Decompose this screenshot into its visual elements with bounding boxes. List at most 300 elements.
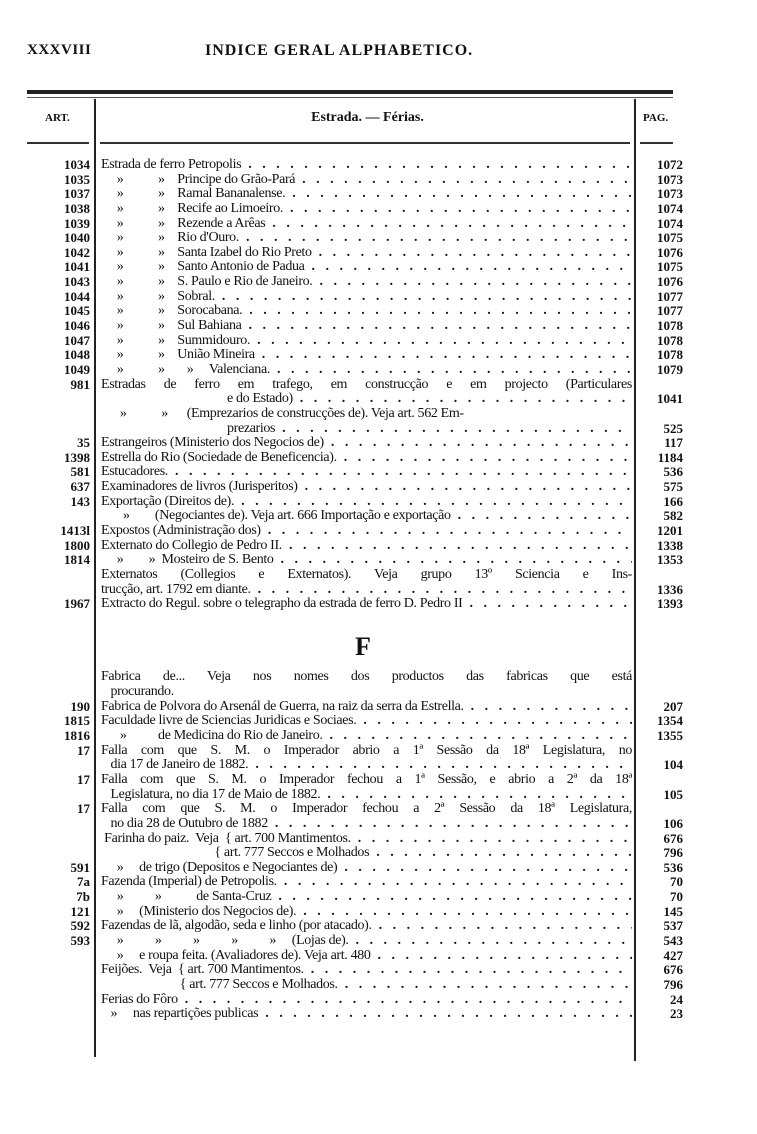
index-table xyxy=(0,158,757,1022)
index-row xyxy=(0,963,757,978)
entry-label: » (Negociantes de). Veja art. 666 Importação e exportação xyxy=(101,509,451,524)
page-number: 427 xyxy=(663,947,683,963)
entry-label: » » Santa Izabel do Rio Preto xyxy=(101,245,312,260)
entry-label: » (Ministerio dos Negocios de). xyxy=(101,904,297,919)
dot-leader xyxy=(349,934,632,949)
entry-label: » » de Santa-Cruz xyxy=(101,890,272,905)
entry-text xyxy=(101,978,632,993)
article-number: 17 xyxy=(77,771,90,787)
entry-text xyxy=(101,963,632,978)
dot-leader xyxy=(371,949,632,964)
entry-text xyxy=(101,714,632,729)
index-row xyxy=(0,919,757,934)
entry-text xyxy=(101,539,632,554)
article-number: 1800 xyxy=(64,537,90,553)
entry-text xyxy=(101,422,632,437)
article-number: 1034 xyxy=(64,157,90,172)
entry-label: » » » » » (Lojas de). xyxy=(101,933,349,948)
dot-leader xyxy=(451,509,632,524)
page-number: 106 xyxy=(663,815,683,831)
page-number: 796 xyxy=(663,976,683,992)
index-row xyxy=(0,290,757,305)
dot-leader xyxy=(234,495,632,510)
page-number: 1201 xyxy=(657,523,683,539)
entry-label: Legislatura, no dia 17 de Maio de 1882. xyxy=(101,787,321,802)
page-number: 1076 xyxy=(657,274,683,290)
entry-label: { art. 777 Seccos e Molhados. xyxy=(101,977,338,992)
entry-label: Feijões. Veja { art. 700 Mantimentos. xyxy=(101,963,304,978)
page-number: 1074 xyxy=(657,215,683,231)
entry-text xyxy=(101,832,632,847)
entry-text: Falla com que S. M. o Imperador fechou a 1ª Sessão, e abrio a 2ª da 18ª xyxy=(101,772,632,787)
entry-text xyxy=(101,583,632,598)
entry-text: Falla com que S. M. o Imperador abrio a 1ª Sessão da 18ª Legislatura, no xyxy=(101,743,632,758)
page-number: 70 xyxy=(670,889,683,905)
entry-text xyxy=(101,392,632,407)
article-number: 1039 xyxy=(64,215,90,231)
entry-text xyxy=(101,173,632,188)
index-row xyxy=(0,348,757,363)
entry-label: » » Summidouro. xyxy=(101,333,251,348)
entry-label: » » Principe do Grão-Pará xyxy=(101,172,296,187)
entry-text xyxy=(101,949,632,964)
article-number: 17 xyxy=(77,742,90,758)
page-number: 536 xyxy=(663,859,683,875)
article-number: 143 xyxy=(70,493,90,509)
index-row xyxy=(0,173,757,188)
article-number: 1814 xyxy=(64,552,90,568)
entry-text xyxy=(101,817,632,832)
section-heading: Estrada. — Férias. xyxy=(311,110,424,125)
page-number: 1077 xyxy=(657,288,683,304)
entry-text xyxy=(101,246,632,261)
page-number: 1041 xyxy=(657,391,683,407)
dot-leader xyxy=(295,173,632,188)
dot-leader xyxy=(298,480,632,495)
dot-leader xyxy=(178,993,632,1008)
entry-label: Externato do Collegio de Pedro II. xyxy=(101,538,282,553)
entry-label: » e roupa feita. (Avaliadores de). Veja art. 480 xyxy=(101,948,371,963)
entry-label: Estucadores. xyxy=(101,465,168,480)
entry-label: Exportação (Direitos de). xyxy=(101,494,235,509)
page-number: 104 xyxy=(663,757,683,773)
column-rule-text xyxy=(100,142,630,144)
page-number: 676 xyxy=(663,962,683,978)
entry-text xyxy=(101,363,632,378)
index-row xyxy=(0,846,757,861)
article-number: 591 xyxy=(70,859,90,875)
article-number: 1816 xyxy=(64,728,90,744)
article-number: 17 xyxy=(77,801,90,817)
entry-text xyxy=(101,290,632,305)
dot-leader xyxy=(271,890,632,905)
entry-text xyxy=(101,788,632,803)
dot-leader xyxy=(337,451,632,466)
entry-text xyxy=(101,260,632,275)
entry-text xyxy=(101,495,632,510)
entry-text xyxy=(101,905,632,920)
entry-label: prezarios xyxy=(101,421,276,436)
entry-label: » nas repartições publicas xyxy=(101,1007,259,1022)
entry-text xyxy=(101,729,632,744)
dot-leader xyxy=(312,246,632,261)
entry-label: Estrada de ferro Petropolis xyxy=(101,158,242,172)
page-number: 1355 xyxy=(657,728,683,744)
entry-text xyxy=(101,217,632,232)
entry-text xyxy=(101,348,632,363)
dot-leader xyxy=(304,963,632,978)
dot-leader xyxy=(463,597,633,612)
entry-label: » » Santo Antonio de Padua xyxy=(101,260,305,275)
page-number: 525 xyxy=(663,420,683,436)
index-row xyxy=(0,187,757,202)
index-row xyxy=(0,304,757,319)
entry-text xyxy=(101,1007,632,1022)
index-row xyxy=(0,422,757,437)
dot-leader xyxy=(258,1007,632,1022)
article-number: 981 xyxy=(70,376,90,392)
article-number: 1967 xyxy=(64,596,90,612)
index-row xyxy=(0,905,757,920)
page-number: 676 xyxy=(663,830,683,846)
page-number: 1078 xyxy=(657,318,683,334)
article-number: 1043 xyxy=(64,274,90,290)
entry-text xyxy=(101,509,632,524)
page-number: 1354 xyxy=(657,713,683,729)
entry-label: » » Sorocabana. xyxy=(101,304,243,319)
dot-leader xyxy=(337,861,632,876)
article-number: 1045 xyxy=(64,303,90,319)
article-number: 7b xyxy=(76,889,90,905)
entry-text xyxy=(101,465,632,480)
entry-label: » » Mosteiro de S. Bento xyxy=(101,553,274,568)
article-number: 593 xyxy=(70,932,90,948)
entry-text xyxy=(101,451,632,466)
entry-label: » » Sobral. xyxy=(101,289,215,304)
page-number: 1073 xyxy=(657,171,683,187)
entry-text xyxy=(101,934,632,949)
entry-label: » » » Valenciana. xyxy=(101,362,270,377)
page-number: 117 xyxy=(664,435,683,451)
article-number: 1048 xyxy=(64,347,90,363)
dot-leader xyxy=(293,392,632,407)
index-group-f xyxy=(0,670,757,1021)
entry-label: Estrangeiros (Ministerio dos Negocios de) xyxy=(101,436,324,451)
index-row xyxy=(0,861,757,876)
index-row xyxy=(0,451,757,466)
entry-label: trucção, art. 1792 em diante. xyxy=(101,582,251,597)
entry-label: e do Estado) xyxy=(101,392,293,407)
article-number: 637 xyxy=(70,479,90,495)
page-number: 1078 xyxy=(657,347,683,363)
page-number: 1393 xyxy=(657,596,683,612)
entry-label: » » Rio d'Ouro. xyxy=(101,231,239,246)
index-row xyxy=(0,1007,757,1022)
dot-leader xyxy=(241,158,632,173)
article-number: 1038 xyxy=(64,200,90,216)
index-row xyxy=(0,978,757,993)
page-number: 24 xyxy=(670,991,683,1007)
page-folio: XXXVIII xyxy=(27,42,92,58)
index-row xyxy=(0,744,757,759)
dot-leader xyxy=(323,729,632,744)
dot-leader xyxy=(305,260,632,275)
index-row xyxy=(0,202,757,217)
column-header-pag: PAG. xyxy=(643,112,669,124)
entry-text: procurando. xyxy=(101,685,174,700)
index-row xyxy=(0,436,757,451)
dot-leader xyxy=(372,919,632,934)
dot-leader xyxy=(242,319,633,334)
entry-text xyxy=(101,187,632,202)
dot-leader xyxy=(255,348,632,363)
dot-leader xyxy=(356,714,632,729)
entry-label: Expostos (Administração dos) xyxy=(101,524,261,539)
entry-label: Fazendas de lã, algodão, seda e linho (por atacado). xyxy=(101,919,372,934)
article-number: 1047 xyxy=(64,332,90,348)
entry-label: » » União Mineira xyxy=(101,348,255,363)
page-number: 1073 xyxy=(657,186,683,202)
index-row xyxy=(0,246,757,261)
article-number: 1044 xyxy=(64,288,90,304)
index-row xyxy=(0,363,757,378)
index-row xyxy=(0,729,757,744)
dot-leader xyxy=(265,217,632,232)
page-number: 1353 xyxy=(657,552,683,568)
article-number: 1042 xyxy=(64,244,90,260)
index-row xyxy=(0,539,757,554)
article-number: 7a xyxy=(77,874,90,890)
dot-leader xyxy=(215,290,632,305)
index-group-e xyxy=(0,158,757,612)
article-number: 1049 xyxy=(64,361,90,377)
index-row xyxy=(0,231,757,246)
page-number: 1184 xyxy=(657,449,683,465)
article-number: 121 xyxy=(70,903,90,919)
page-number: 575 xyxy=(663,479,683,495)
page-number: 1076 xyxy=(657,244,683,260)
column-header-art: ART. xyxy=(45,112,70,124)
article-number: 1815 xyxy=(64,713,90,729)
page-number: 582 xyxy=(663,508,683,524)
page-title: INDICE GERAL ALPHABETICO. xyxy=(205,42,474,59)
page-number: 145 xyxy=(663,903,683,919)
page-number: 166 xyxy=(663,493,683,509)
page-number: 1074 xyxy=(657,200,683,216)
entry-text xyxy=(101,202,632,217)
page-number: 543 xyxy=(663,932,683,948)
index-row xyxy=(0,890,757,905)
entry-label: Farinha do paiz. Veja { art. 700 Mantimentos. xyxy=(101,831,351,846)
entry-label: Examinadores de livros (Jurisperitos) xyxy=(101,480,298,495)
dot-leader xyxy=(268,817,632,832)
entry-text xyxy=(101,275,632,290)
dot-leader xyxy=(283,202,632,217)
entry-label: no dia 28 de Outubro de 1882 xyxy=(101,816,268,831)
entry-label: Ferias do Fôro xyxy=(101,992,178,1007)
page-number: 1338 xyxy=(657,537,683,553)
entry-label: dia 17 de Janeiro de 1882. xyxy=(101,758,249,773)
index-row xyxy=(0,407,757,422)
entry-text xyxy=(101,919,632,934)
index-row xyxy=(0,260,757,275)
index-row xyxy=(0,158,757,173)
page-number: 536 xyxy=(663,464,683,480)
dot-leader xyxy=(250,334,632,349)
index-row xyxy=(0,597,757,612)
index-row xyxy=(0,480,757,495)
article-number: 35 xyxy=(77,435,90,451)
dot-leader xyxy=(248,758,632,773)
index-row xyxy=(0,553,757,568)
article-number: 1398 xyxy=(64,449,90,465)
entry-label: » de Medicina do Rio de Janeiro. xyxy=(101,729,323,744)
dot-leader xyxy=(275,422,632,437)
index-row xyxy=(0,495,757,510)
header-rule-thin xyxy=(27,97,673,98)
article-number: 1037 xyxy=(64,186,90,202)
index-row xyxy=(0,319,757,334)
index-row xyxy=(0,788,757,803)
article-number: 592 xyxy=(70,918,90,934)
page-number: 1079 xyxy=(657,361,683,377)
article-number: 581 xyxy=(70,464,90,480)
entry-text: Estradas de ferro em trafego, em construcção e em projecto (Particulares xyxy=(101,377,632,392)
index-row xyxy=(0,670,757,685)
dot-leader xyxy=(296,905,632,920)
entry-text: Externatos (Collegios e Externatos). Veja grupo 13º Sciencia e Ins- xyxy=(101,567,632,582)
index-row xyxy=(0,583,757,598)
page-number: 1336 xyxy=(657,581,683,597)
dot-leader xyxy=(338,978,632,993)
index-row xyxy=(0,773,757,788)
page-number: 105 xyxy=(663,786,683,802)
header-rule-thick xyxy=(27,90,673,94)
dot-leader xyxy=(282,539,632,554)
index-row xyxy=(0,714,757,729)
entry-label: » » Rezende a Arêas xyxy=(101,216,266,231)
entry-text xyxy=(101,158,632,173)
article-number: 1413l xyxy=(60,523,90,539)
page-number: 537 xyxy=(663,918,683,934)
page-number: 1077 xyxy=(657,303,683,319)
entry-text xyxy=(101,304,632,319)
entry-label: Estrella do Rio (Sociedade de Beneficencia). xyxy=(101,450,337,465)
entry-label: Extracto do Regul. sobre o telegrapho da estrada de ferro D. Pedro II xyxy=(101,597,463,612)
entry-label: Fabrica de Polvora do Arsenál de Guerra, na raiz da serra da Estrella. xyxy=(101,699,464,714)
entry-text xyxy=(101,524,632,539)
dot-leader xyxy=(270,363,632,378)
article-number: 1041 xyxy=(64,259,90,275)
entry-text xyxy=(101,758,632,773)
dot-leader xyxy=(464,700,632,715)
entry-label: » » Recife ao Limoeiro. xyxy=(101,201,283,216)
index-row xyxy=(0,392,757,407)
dot-leader xyxy=(277,875,632,890)
dot-leader xyxy=(285,187,632,202)
index-row xyxy=(0,875,757,890)
entry-text xyxy=(101,436,632,451)
entry-text xyxy=(101,334,632,349)
dot-leader xyxy=(168,465,632,480)
index-row xyxy=(0,568,757,583)
index-row xyxy=(0,993,757,1008)
letter-divider xyxy=(0,612,757,671)
index-row xyxy=(0,934,757,949)
page-number: 1075 xyxy=(657,230,683,246)
entry-label: » » Sul Bahiana xyxy=(101,319,242,334)
entry-label: Faculdade livre de Sciencias Juridicas e Sociaes. xyxy=(101,714,357,729)
column-rule-pag xyxy=(640,142,673,144)
entry-text: Fabrica de... Veja nos nomes dos productos das fabricas que está xyxy=(101,670,632,685)
entry-text xyxy=(101,993,632,1008)
index-row xyxy=(0,465,757,480)
page-number: 207 xyxy=(663,698,683,714)
entry-text xyxy=(101,700,632,715)
article-number: 190 xyxy=(70,698,90,714)
index-row xyxy=(0,334,757,349)
index-row xyxy=(0,217,757,232)
entry-text xyxy=(101,480,632,495)
dot-leader xyxy=(324,436,632,451)
page-number: 70 xyxy=(670,874,683,890)
entry-label: » » Ramal Bananalense. xyxy=(101,187,286,202)
entry-label: { art. 777 Seccos e Molhados xyxy=(101,846,370,861)
index-row xyxy=(0,817,757,832)
entry-label: Fazenda (Imperial) de Petropolis. xyxy=(101,875,277,890)
index-row xyxy=(0,509,757,524)
dot-leader xyxy=(369,846,632,861)
article-number: 1046 xyxy=(64,318,90,334)
index-row xyxy=(0,802,757,817)
entry-text xyxy=(101,875,632,890)
entry-text xyxy=(101,597,632,612)
index-row xyxy=(0,700,757,715)
entry-text xyxy=(101,861,632,876)
entry-text xyxy=(101,231,632,246)
page-number: 23 xyxy=(670,1006,683,1022)
page-number: 1078 xyxy=(657,332,683,348)
dot-leader xyxy=(251,583,632,598)
entry-text: Falla com que S. M. o Imperador fechou a 2ª Sessão da 18ª Legislatura, xyxy=(101,802,632,817)
article-number: 1040 xyxy=(64,230,90,246)
index-row xyxy=(0,275,757,290)
entry-text xyxy=(101,553,632,568)
entry-text: » » (Emprezarios de construcções de). Veja art. 562 Em- xyxy=(101,406,464,421)
column-rule-art xyxy=(27,142,89,144)
index-row xyxy=(0,524,757,539)
index-row xyxy=(0,832,757,847)
dot-leader xyxy=(320,788,632,803)
dot-leader xyxy=(351,832,632,847)
index-row xyxy=(0,949,757,964)
dot-leader xyxy=(239,231,632,246)
entry-text xyxy=(101,319,632,334)
page-number: 1075 xyxy=(657,259,683,275)
page-number: 1072 xyxy=(657,157,683,172)
entry-text xyxy=(101,890,632,905)
dot-leader xyxy=(261,524,632,539)
page-number: 796 xyxy=(663,845,683,861)
index-row xyxy=(0,758,757,773)
entry-label: » » S. Paulo e Rio de Janeiro. xyxy=(101,275,313,290)
index-row xyxy=(0,378,757,393)
section-letter: F xyxy=(355,631,371,661)
dot-leader xyxy=(274,553,632,568)
article-number: 1035 xyxy=(64,171,90,187)
dot-leader xyxy=(312,275,632,290)
entry-text xyxy=(101,846,632,861)
